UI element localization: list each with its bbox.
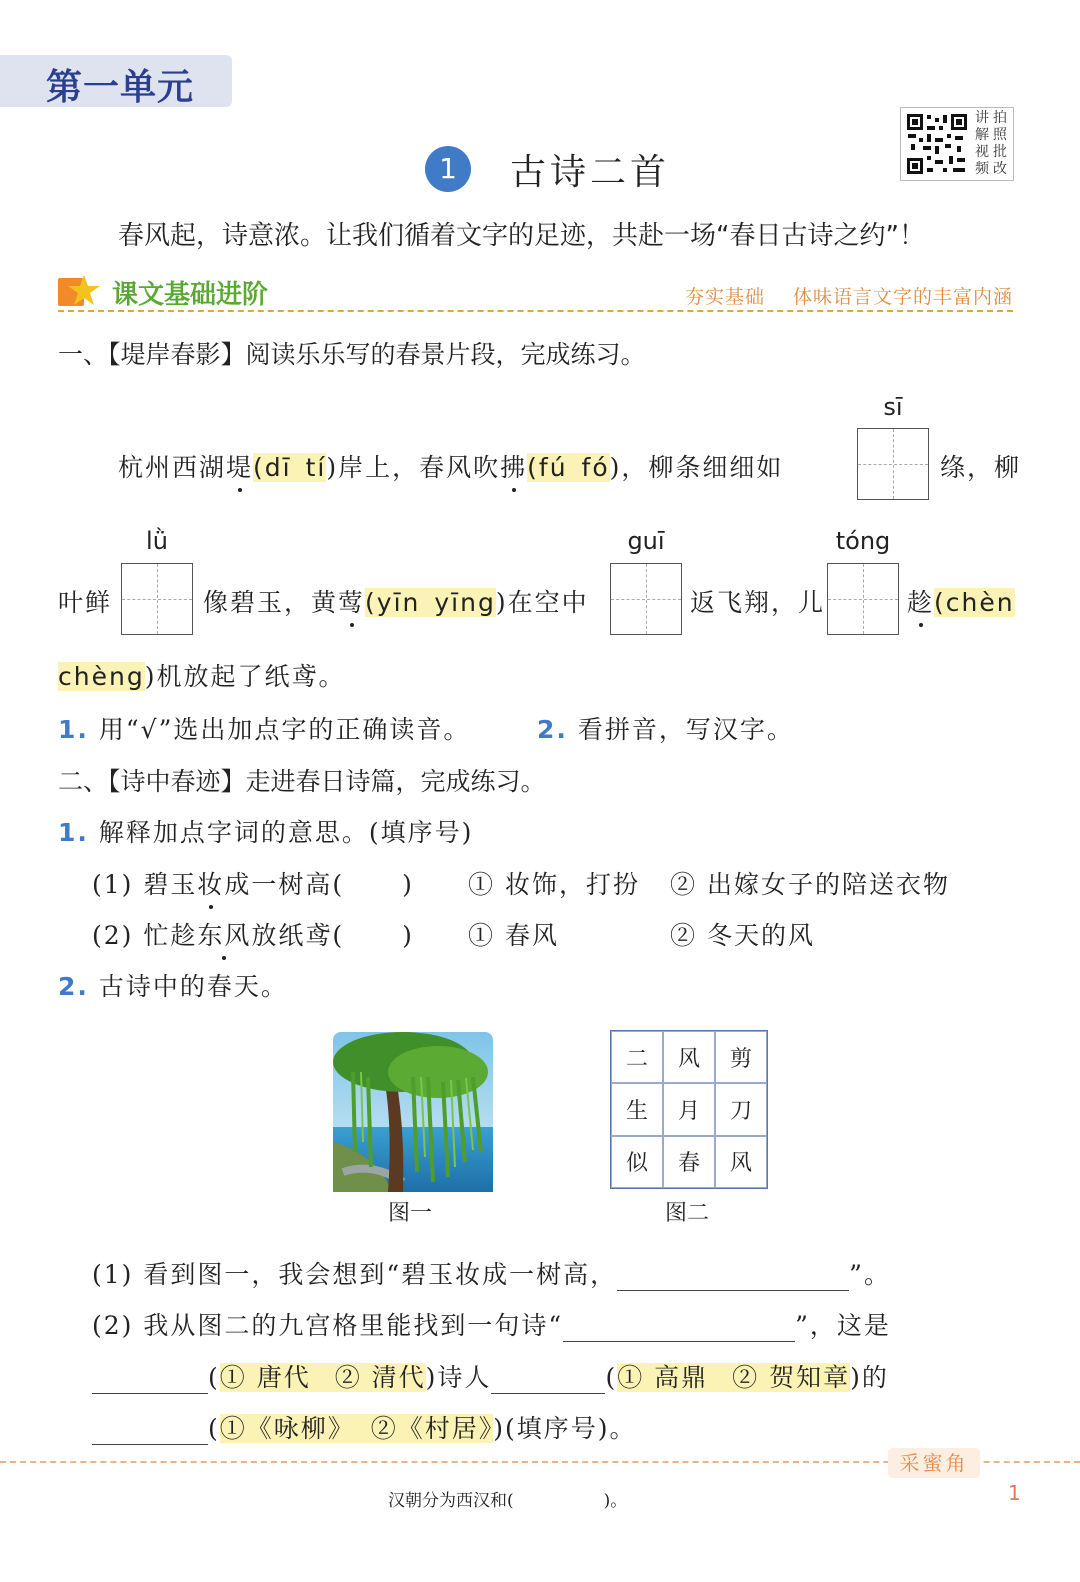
grid-cell: 风 xyxy=(715,1136,767,1188)
fill-sentence-3: (① 唐代 ② 清代)诗人 (① 高鼎 ② 贺知章)的 xyxy=(92,1358,889,1394)
qr-code-panel[interactable] xyxy=(900,107,1014,181)
grid-cell: 二 xyxy=(611,1031,663,1083)
grid-cell: 剪 xyxy=(715,1031,767,1083)
part2-row-2: (2) 忙趁东风放纸鸢( ) xyxy=(92,921,414,950)
willow-tree-image xyxy=(333,1032,493,1192)
write-box-tong[interactable] xyxy=(827,563,899,635)
passage-line-3: chèng)机放起了纸鸢。 xyxy=(58,662,346,691)
answer-line-4[interactable] xyxy=(491,1363,605,1394)
star-icon xyxy=(58,274,102,308)
qr-code-icon xyxy=(905,112,969,176)
part2-question-1: 1. 解释加点字词的意思。(填序号) xyxy=(58,818,474,847)
lesson-intro: 春风起，诗意浓。让我们循着文字的足迹，共赴一场“春日古诗之约”！ xyxy=(118,221,925,251)
answer-line-3[interactable] xyxy=(92,1363,208,1394)
part1-heading: 一、【堤岸春影】阅读乐乐写的春景片段，完成练习。 xyxy=(58,340,646,369)
passage-line-2a: 叶鲜 xyxy=(58,588,113,617)
pinyin-lu: lǜ xyxy=(146,527,168,555)
fill-sentence-4: (①《咏柳》 ②《村居》)(填序号)。 xyxy=(92,1409,637,1445)
option-2-1: ① 春风 xyxy=(468,921,559,950)
footer-tag: 采蜜角 xyxy=(888,1448,980,1478)
part1-question-2: 2. 看拼音，写汉字。 xyxy=(537,715,794,744)
grid-cell: 生 xyxy=(611,1083,663,1135)
fill-sentence-2: (2) 我从图二的九宫格里能找到一句诗“ ”，这是 xyxy=(92,1311,891,1340)
qr-caption: 讲 拍 解 照 视 批 频 改 xyxy=(975,110,1007,177)
section-header xyxy=(58,272,1013,312)
option-2-2: ② 冬天的风 xyxy=(670,921,815,950)
write-box-lu[interactable] xyxy=(121,563,193,635)
unit-label: 第一单元 xyxy=(46,67,195,108)
grid-cell: 风 xyxy=(663,1031,715,1083)
passage-line-1-end: 绦，柳 xyxy=(940,453,1022,482)
grid-cell: 刀 xyxy=(715,1083,767,1135)
figure-1-caption: 图一 xyxy=(388,1201,433,1226)
grid-cell: 春 xyxy=(663,1136,715,1188)
passage-line-2c: 返飞翔，儿 xyxy=(690,588,826,617)
write-box-gui[interactable] xyxy=(610,563,682,635)
part2-row-1: (1) 碧玉妆成一树高( ) xyxy=(92,870,414,899)
part2-heading: 二、【诗中春迹】走进春日诗篇，完成练习。 xyxy=(58,767,546,796)
fill-sentence-1: (1) 看到图一，我会想到“碧玉妆成一树高， ”。 xyxy=(92,1260,891,1289)
passage-line-1: 杭州西湖堤(dī tí)岸上，春风吹拂(fú fó)，柳条细细如 xyxy=(118,453,784,482)
lesson-number-badge: 1 xyxy=(425,146,471,192)
pinyin-tong: tóng xyxy=(835,527,891,555)
unit-tab xyxy=(0,55,232,107)
write-box-si[interactable] xyxy=(857,428,929,500)
page-number: 1 xyxy=(1008,1481,1021,1505)
figure-2-caption: 图二 xyxy=(665,1201,710,1226)
nine-square-grid xyxy=(610,1030,768,1189)
lesson-title: 古诗二首 xyxy=(510,152,671,193)
option-1-1: ① 妆饰，打扮 xyxy=(468,870,640,899)
answer-line-5[interactable] xyxy=(92,1414,208,1445)
part1-question-1: 1. 用“√”选出加点字的正确读音。 xyxy=(58,715,471,744)
footer-question: 汉朝分为西汉和( )。 xyxy=(388,1491,628,1511)
section-title: 课文基础进阶 xyxy=(112,280,269,310)
grid-cell: 似 xyxy=(611,1136,663,1188)
part2-question-2: 2. 古诗中的春天。 xyxy=(58,972,288,1001)
answer-line-2[interactable] xyxy=(563,1311,795,1342)
option-1-2: ② 出嫁女子的陪送衣物 xyxy=(670,870,950,899)
pinyin-gui: guī xyxy=(627,527,665,555)
grid-cell: 月 xyxy=(663,1083,715,1135)
pinyin-si: sī xyxy=(883,393,903,421)
answer-line-1[interactable] xyxy=(617,1260,849,1291)
passage-line-2b: 像碧玉，黄莺(yīn yīng)在空中 xyxy=(203,588,589,617)
section-subtitle: 夯实基础 体味语言文字的丰富内涵 xyxy=(684,286,1013,308)
passage-line-2d: 趁(chèn xyxy=(907,588,1015,617)
